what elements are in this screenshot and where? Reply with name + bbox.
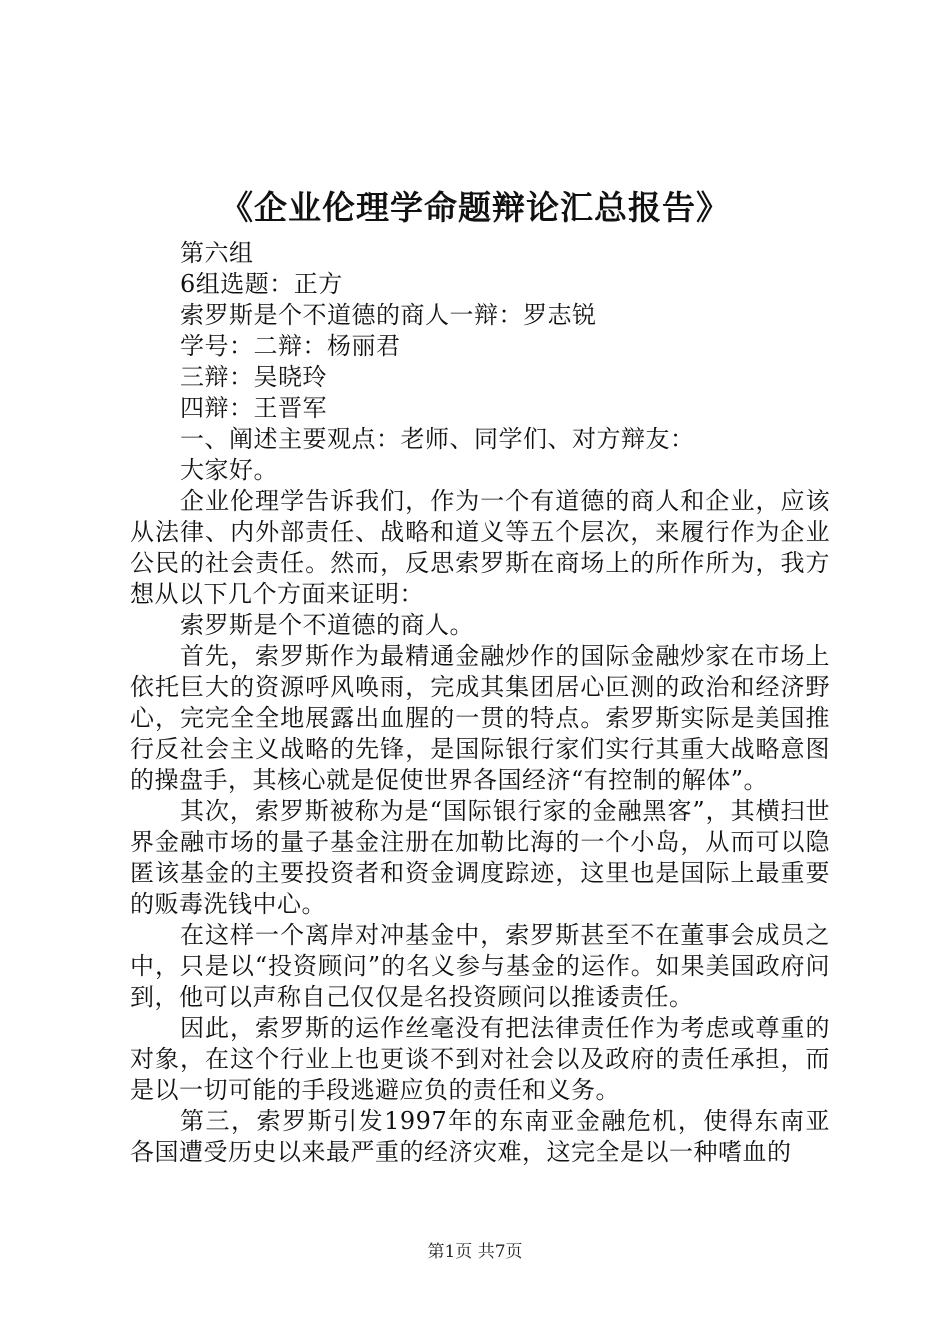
paragraph-intro: 企业伦理学告诉我们，作为一个有道德的商人和企业，应该从法律、内外部责任、战略和道义等五个层次，来履行作为企业公民的社会责任。然而，反思索罗斯在商场上的所作所为，我方想从以下几个方面来证明： (130, 487, 830, 608)
paragraph-conclusion-legal: 因此，索罗斯的运作丝毫没有把法律责任作为考虑或尊重的对象，在这个行业上也更谈不到对社会以及政府的责任承担，而是以一切可能的手段逃避应负的责任和义务。 (130, 1014, 830, 1104)
second-debater-line: 学号：二辩：杨丽君 (180, 332, 401, 360)
paragraph-offshore-fund: 在这样一个离岸对冲基金中，索罗斯甚至不在董事会成员之中，只是以“投资顾问”的名义参与基金的运作。如果美国政府问到，他可以声称自己仅仅是名投资顾问以推诿责任。 (130, 921, 830, 1011)
paragraph-thesis: 索罗斯是个不道德的商人。 (180, 611, 474, 639)
paragraph-second-point: 其次，索罗斯被称为是“国际银行家的金融黑客”，其横扫世界金融市场的量子基金注册在加勒比海的一个小岛，从而可以隐匿该基金的主要投资者和资金调度踪迹，这里也是国际上最重要的贩毒洗钱中心。 (130, 797, 830, 918)
motion-first-debater-line: 索罗斯是个不道德的商人一辩：罗志锐 (180, 301, 597, 329)
document-title: 《企业伦理学命题辩论汇总报告》 (220, 188, 730, 227)
document-body (130, 238, 830, 1168)
topic-line: 6组选题：正方 (180, 270, 343, 298)
paragraph-third-point: 第三，索罗斯引发1997年的东南亚金融危机，使得东南亚各国遭受历史以来最严重的经济灾难，这完全是以一种嗜血的 (130, 1107, 830, 1166)
third-debater-line: 三辩：吴晓玲 (180, 363, 327, 391)
fourth-debater-line: 四辩：王晋军 (180, 394, 327, 422)
group-line: 第六组 (180, 239, 254, 267)
section-heading: 一、阐述主要观点：老师、同学们、对方辩友： (180, 425, 695, 453)
page-footer: 第1页 共7页 (427, 1242, 523, 1262)
paragraph-first-point: 首先，索罗斯作为最精通金融炒作的国际金融炒家在市场上依托巨大的资源呼风唤雨，完成其集团居心叵测的政治和经济野心，完完全全地展露出血腥的一贯的特点。索罗斯实际是美国推行反社会主义战略的先锋，是国际银行家们实行其重大战略意图的操盘手，其核心就是促使世界各国经济“有控制的解体”。 (130, 642, 830, 794)
greeting-line: 大家好。 (180, 456, 278, 484)
